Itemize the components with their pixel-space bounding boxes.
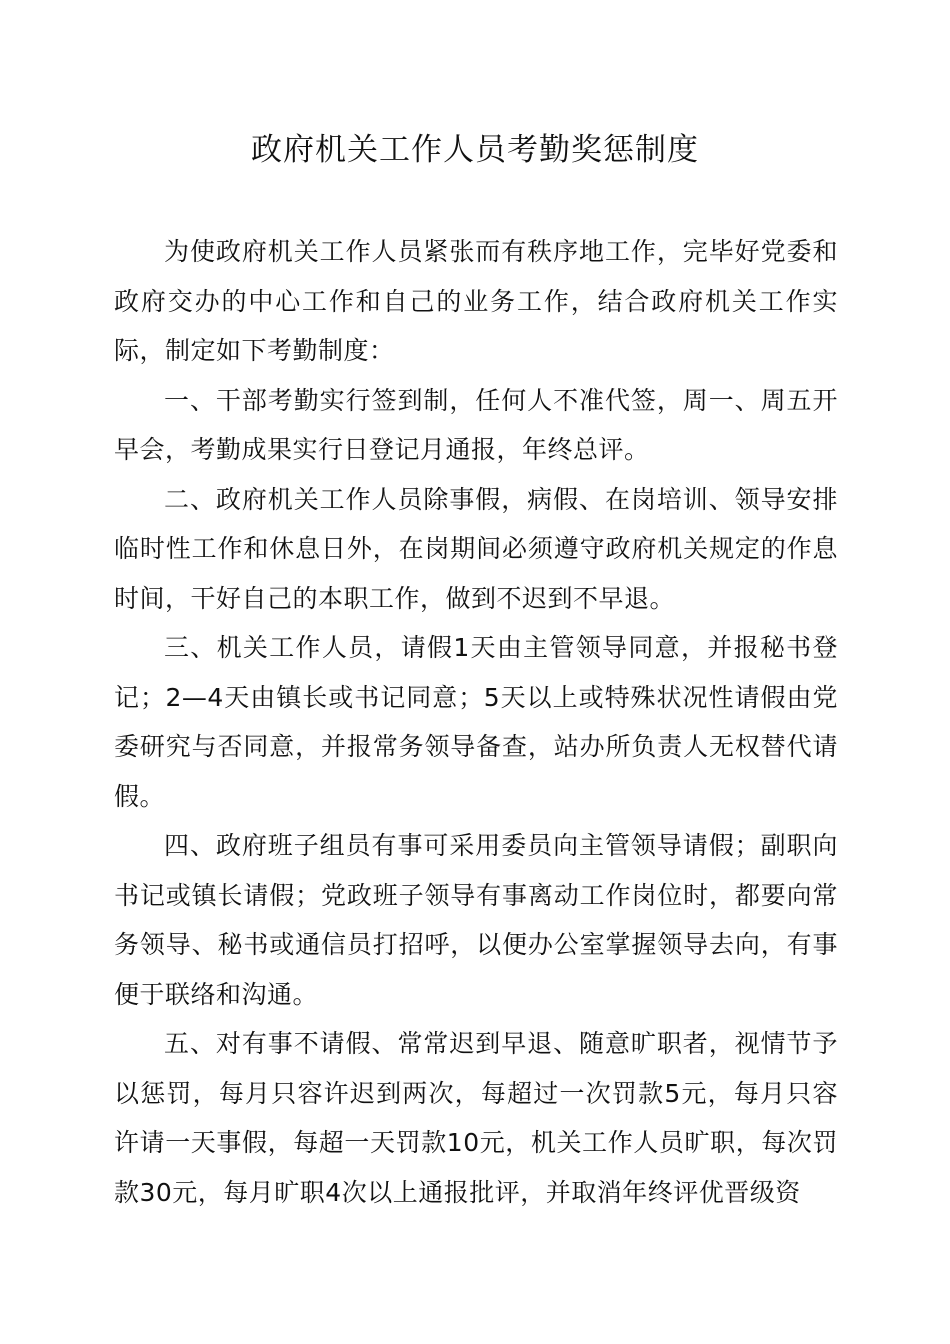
document-title: 政府机关工作人员考勤奖惩制度 <box>251 132 699 168</box>
paragraph-rule-1: 一、干部考勤实行签到制，任何人不准代签，周一、周五开早会，考勤成果实行日登记月通报，年终总评。 <box>114 385 838 464</box>
paragraph-rule-4: 四、政府班子组员有事可采用委员向主管领导请假；副职向书记或镇长请假；党政班子领导有事离动工作岗位时，都要向常务领导、秘书或通信员打招呼，以便办公室掌握领导去向，有事便于联络和沟通。 <box>114 831 838 1009</box>
paragraph-intro: 为使政府机关工作人员紧张而有秩序地工作，完毕好党委和政府交办的中心工作和自己的业务工作，结合政府机关工作实际，制定如下考勤制度： <box>114 237 838 365</box>
paragraph-rule-3: 三、机关工作人员，请假1天由主管领导同意，并报秘书登记；2—4天由镇长或书记同意；5天以上或特殊状况性请假由党委研究与否同意，并报常务领导备查，站办所负责人无权替代请假。 <box>114 633 838 811</box>
document-body <box>114 227 838 1217</box>
paragraph-rule-2: 二、政府机关工作人员除事假，病假、在岗培训、领导安排临时性工作和休息日外，在岗期间必须遵守政府机关规定的作息时间，干好自己的本职工作，做到不迟到不早退。 <box>114 484 838 613</box>
paragraph-rule-5: 五、对有事不请假、常常迟到早退、随意旷职者，视情节予以惩罚，每月只容许迟到两次，每超过一次罚款5元，每月只容许请一天事假，每超一天罚款10元，机关工作人员旷职，每次罚款30元，每月旷职4次以上通报批评，并取消年终评优晋级资 <box>114 1029 838 1207</box>
